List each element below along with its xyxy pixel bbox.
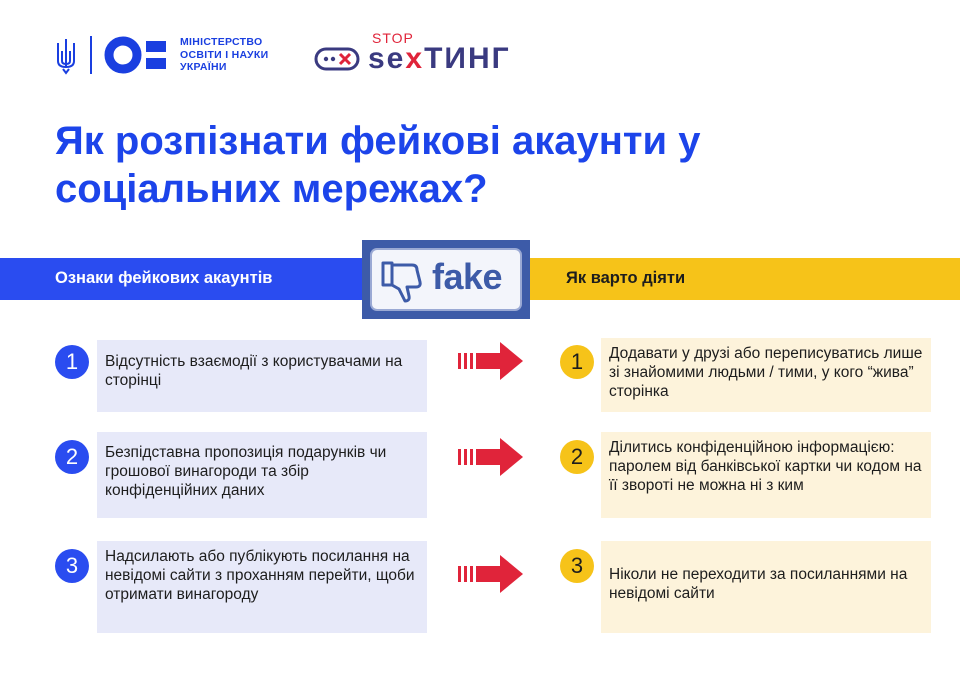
sign-number: 3	[55, 549, 89, 583]
campaign-logo-text	[368, 42, 511, 76]
action-number: 3	[560, 549, 594, 583]
actions-heading: Як варто діяти	[566, 269, 686, 287]
action-text: Ніколи не переходити за посиланнями на невідомі сайти	[609, 566, 908, 602]
ministry-line: УКРАЇНИ	[180, 61, 227, 73]
action-card	[601, 541, 931, 633]
ministry-name	[180, 36, 268, 74]
header-divider	[90, 36, 92, 74]
page-title	[55, 117, 855, 213]
fake-badge	[362, 240, 530, 319]
signs-heading: Ознаки фейкових акаунтів	[55, 269, 273, 287]
fake-badge-inner	[370, 248, 522, 311]
title-line: соціальних мережах?	[55, 167, 488, 211]
sign-text: Відсутність взаємодії з користувачами на сторінці	[105, 353, 403, 389]
sign-text: Безпідставна пропозиція подарунків чи грошової винагороди та збір конфіденційних даних	[105, 444, 387, 499]
ministry-logo-icon	[104, 36, 170, 74]
campaign-part: x	[405, 42, 425, 75]
ministry-line: ОСВІТИ І НАУКИ	[180, 48, 269, 61]
sign-card	[97, 432, 427, 518]
arrow-right-icon	[456, 437, 524, 477]
action-card	[601, 432, 931, 518]
stop-word: STOP	[372, 30, 414, 46]
trident-emblem-icon	[55, 37, 77, 75]
action-number: 2	[560, 440, 594, 474]
action-card	[601, 338, 931, 412]
action-text: Додавати у друзі або переписуватись лише зі знайомими людьми / тими, у кого “жива” сторінка	[609, 345, 923, 400]
sign-number: 1	[55, 345, 89, 379]
ministry-line: МІНІСТЕРСТВО	[180, 36, 263, 48]
fake-badge-text: fake	[432, 256, 503, 297]
sign-number: 2	[55, 440, 89, 474]
arrow-right-icon	[456, 341, 524, 381]
action-number: 1	[560, 345, 594, 379]
campaign-part: se	[368, 42, 406, 75]
action-text: Ділитись конфіденційною інформацією: паролем від банківської картки чи кодом на її звороті не можна ні з ким	[609, 439, 922, 494]
sign-card	[97, 541, 427, 633]
sign-text: Надсилають або публікують посилання на невідомі сайти з проханням перейти, щоби отримати винагороду	[105, 548, 415, 603]
sign-card	[97, 340, 427, 412]
chat-bubble-icon	[314, 46, 360, 72]
title-line: Як розпізнати фейкові акаунти у	[55, 119, 701, 163]
campaign-part: ТИНГ	[424, 42, 511, 75]
thumbs-down-icon	[380, 258, 426, 304]
arrow-right-icon	[456, 554, 524, 594]
